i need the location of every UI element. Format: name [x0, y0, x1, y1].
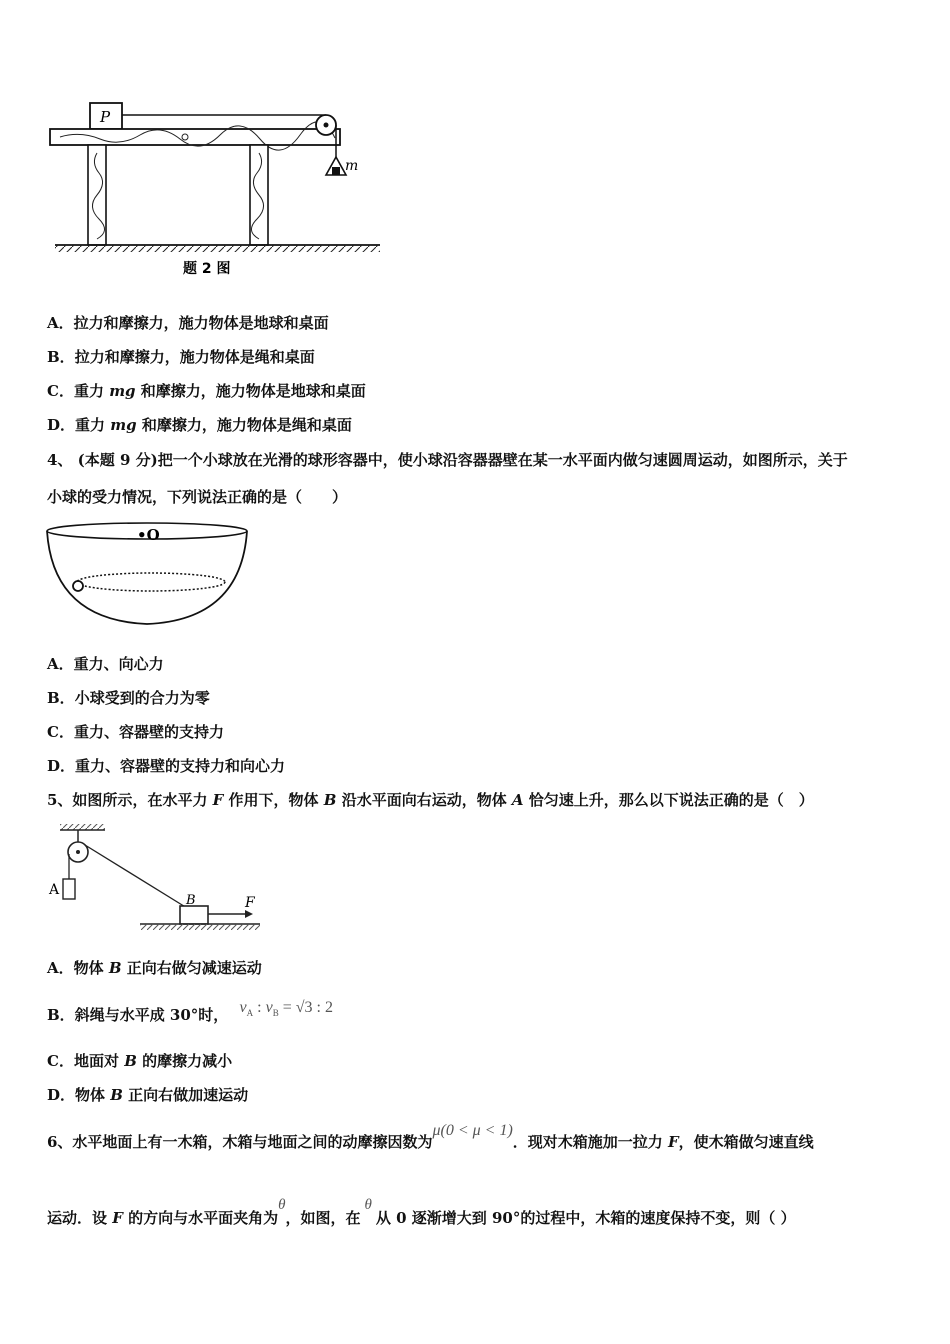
q4-option-b: B．小球受到的合力为零	[47, 689, 210, 707]
q3-option-c: C．重力 mg 和摩擦力，施力物体是地球和桌面	[47, 382, 366, 400]
figure-bowl	[45, 520, 255, 630]
q5-option-a: A．物体 B 正向右做匀减速运动	[47, 959, 262, 977]
center-label-o: •O	[137, 526, 160, 544]
circular-path	[77, 573, 225, 591]
label-p: P	[100, 108, 111, 126]
label-f: F	[245, 895, 255, 911]
q4-stem-line1: 4、 (本题 9 分)把一个小球放在光滑的球形容器中，使小球沿容器器壁在某一水平面内做匀速圆周运动，如图所示，关于	[47, 451, 848, 469]
theta-symbol: θ	[278, 1197, 286, 1213]
figure-table-pulley	[40, 95, 390, 280]
label-m: m	[345, 158, 359, 174]
q4-stem-line2: 小球的受力情况，下列说法正确的是（ ）	[47, 488, 348, 506]
q6-stem-line2: 运动．设 F 的方向与水平面夹角为θ，如图，在θ从 0 逐渐增大到 90°的过程中，木箱的速度保持不变，则（ ）	[47, 1197, 796, 1227]
q4-option-d: D．重力、容器壁的支持力和向心力	[47, 757, 286, 775]
block-a	[63, 879, 75, 899]
ball	[73, 581, 83, 591]
q5-option-b: B．斜绳与水平成 30°时， $v_A$ : $v_B = √3$ : 2	[47, 999, 333, 1024]
velocity-ratio-formula: $v_A$ : $v_B = √3$ : 2	[239, 999, 333, 1019]
q6-stem-line1: 6、水平地面上有一木箱，木箱与地面之间的动摩擦因数为μ(0 < μ < 1)．现对木箱施加一拉力 F，使木箱做匀速直线	[47, 1122, 814, 1151]
theta-symbol-2: θ	[364, 1197, 372, 1213]
mu-formula: μ(0 < μ < 1)	[432, 1122, 513, 1139]
label-a: A	[49, 882, 60, 898]
q5-option-c: C．地面对 B 的摩擦力减小	[47, 1052, 233, 1070]
q5-option-d: D．物体 B 正向右做加速运动	[47, 1086, 249, 1104]
q5-stem: 5、如图所示，在水平力 F 作用下，物体 B 沿水平面向右运动，物体 A 恰匀速上升，那么以下说法正确的是（ ）	[47, 791, 814, 809]
figure-caption: 题 2 图	[183, 261, 231, 277]
block-b	[180, 906, 208, 924]
q4-option-a: A．重力、向心力	[47, 655, 164, 673]
figure-pulley-blocks	[45, 822, 270, 937]
q3-option-a: A．拉力和摩擦力，施力物体是地球和桌面	[47, 314, 329, 332]
q3-option-b: B．拉力和摩擦力，施力物体是绳和桌面	[47, 348, 315, 366]
label-b: B	[186, 893, 196, 908]
q3-option-d: D．重力 mg 和摩擦力，施力物体是绳和桌面	[47, 416, 352, 434]
q4-option-c: C．重力、容器壁的支持力	[47, 723, 224, 741]
